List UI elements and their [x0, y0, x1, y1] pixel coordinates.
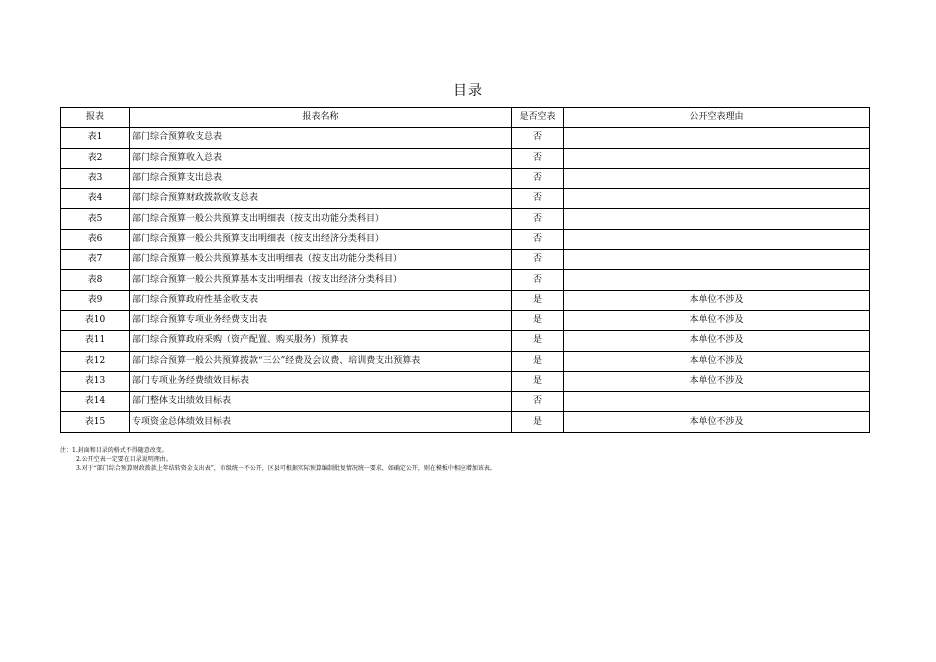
cell-is-empty: 是 [512, 371, 564, 391]
cell-table-no: 表14 [61, 392, 130, 412]
cell-table-name: 部门综合预算专项业务经费支出表 [130, 310, 512, 330]
cell-reason [564, 209, 870, 229]
table-row [61, 270, 870, 290]
cell-reason [564, 229, 870, 249]
cell-reason [564, 250, 870, 270]
table-row [61, 250, 870, 270]
table-row [61, 310, 870, 330]
table-row [61, 371, 870, 391]
cell-table-name: 部门综合预算政府采购（资产配置、购买服务）预算表 [130, 331, 512, 351]
cell-table-name: 部门综合预算财政拨款收支总表 [130, 189, 512, 209]
cell-reason [564, 128, 870, 148]
cell-table-no: 表8 [61, 270, 130, 290]
header-is-empty: 是否空表 [512, 108, 564, 128]
header-reason: 公开空表理由 [564, 108, 870, 128]
cell-table-no: 表2 [61, 148, 130, 168]
table-body [61, 128, 870, 432]
cell-is-empty: 是 [512, 412, 564, 432]
cell-is-empty: 是 [512, 331, 564, 351]
cell-is-empty: 是 [512, 310, 564, 330]
cell-is-empty: 是 [512, 290, 564, 310]
cell-is-empty: 否 [512, 209, 564, 229]
cell-is-empty: 否 [512, 229, 564, 249]
cell-reason [564, 392, 870, 412]
cell-table-no: 表7 [61, 250, 130, 270]
notes [60, 446, 496, 473]
table-row [61, 189, 870, 209]
cell-table-name: 部门综合预算收支总表 [130, 128, 512, 148]
cell-reason: 本单位不涉及 [564, 290, 870, 310]
cell-table-no: 表12 [61, 351, 130, 371]
cell-table-no: 表15 [61, 412, 130, 432]
cell-reason: 本单位不涉及 [564, 331, 870, 351]
cell-table-no: 表10 [61, 310, 130, 330]
cell-table-name: 部门综合预算一般公共预算拨款“三公”经费及会议费、培训费支出预算表 [130, 351, 512, 371]
cell-table-name: 部门综合预算一般公共预算支出明细表（按支出经济分类科目） [130, 229, 512, 249]
table-row [61, 351, 870, 371]
cell-table-name: 专项资金总体绩效目标表 [130, 412, 512, 432]
table-row [61, 128, 870, 148]
table-row [61, 331, 870, 351]
cell-is-empty: 否 [512, 392, 564, 412]
cell-table-no: 表6 [61, 229, 130, 249]
cell-reason [564, 189, 870, 209]
cell-table-no: 表9 [61, 290, 130, 310]
cell-is-empty: 否 [512, 270, 564, 290]
cell-is-empty: 否 [512, 189, 564, 209]
table-row [61, 168, 870, 188]
cell-table-name: 部门综合预算一般公共预算基本支出明细表（按支出功能分类科目） [130, 250, 512, 270]
note-1: 注：1.封面和目录的格式不得随意改变。 [60, 447, 168, 454]
cell-is-empty: 是 [512, 351, 564, 371]
cell-table-no: 表11 [61, 331, 130, 351]
cell-is-empty: 否 [512, 128, 564, 148]
table-row [61, 412, 870, 432]
cell-table-name: 部门综合预算收入总表 [130, 148, 512, 168]
directory-table [60, 107, 870, 433]
cell-reason: 本单位不涉及 [564, 351, 870, 371]
note-3: 3.对于“部门综合预算财政拨款上年结转资金支出表”，市级统一不公开，区县可根据实际预算编制批复情况统一要求，如确定公开，则在模板中相应增加该表。 [76, 465, 496, 472]
cell-table-no: 表13 [61, 371, 130, 391]
cell-is-empty: 否 [512, 148, 564, 168]
cell-table-no: 表4 [61, 189, 130, 209]
table-header-row [61, 108, 870, 128]
cell-reason: 本单位不涉及 [564, 310, 870, 330]
cell-table-name: 部门专项业务经费绩效目标表 [130, 371, 512, 391]
header-table-no: 报表 [61, 108, 130, 128]
cell-table-no: 表3 [61, 168, 130, 188]
cell-table-name: 部门综合预算支出总表 [130, 168, 512, 188]
cell-is-empty: 否 [512, 250, 564, 270]
table-row [61, 392, 870, 412]
cell-reason [564, 148, 870, 168]
cell-table-name: 部门综合预算一般公共预算基本支出明细表（按支出经济分类科目） [130, 270, 512, 290]
note-2: 2.公开空表一定要在目录说明理由。 [76, 456, 172, 463]
cell-reason [564, 270, 870, 290]
cell-reason [564, 168, 870, 188]
table-row [61, 209, 870, 229]
cell-is-empty: 否 [512, 168, 564, 188]
cell-table-no: 表1 [61, 128, 130, 148]
table-row [61, 148, 870, 168]
cell-table-name: 部门综合预算一般公共预算支出明细表（按支出功能分类科目） [130, 209, 512, 229]
header-table-name: 报表名称 [130, 108, 512, 128]
table-row [61, 229, 870, 249]
table-row [61, 290, 870, 310]
cell-table-name: 部门整体支出绩效目标表 [130, 392, 512, 412]
page-title: 目录 [453, 83, 483, 99]
cell-table-name: 部门综合预算政府性基金收支表 [130, 290, 512, 310]
cell-table-no: 表5 [61, 209, 130, 229]
cell-reason: 本单位不涉及 [564, 371, 870, 391]
cell-reason: 本单位不涉及 [564, 412, 870, 432]
